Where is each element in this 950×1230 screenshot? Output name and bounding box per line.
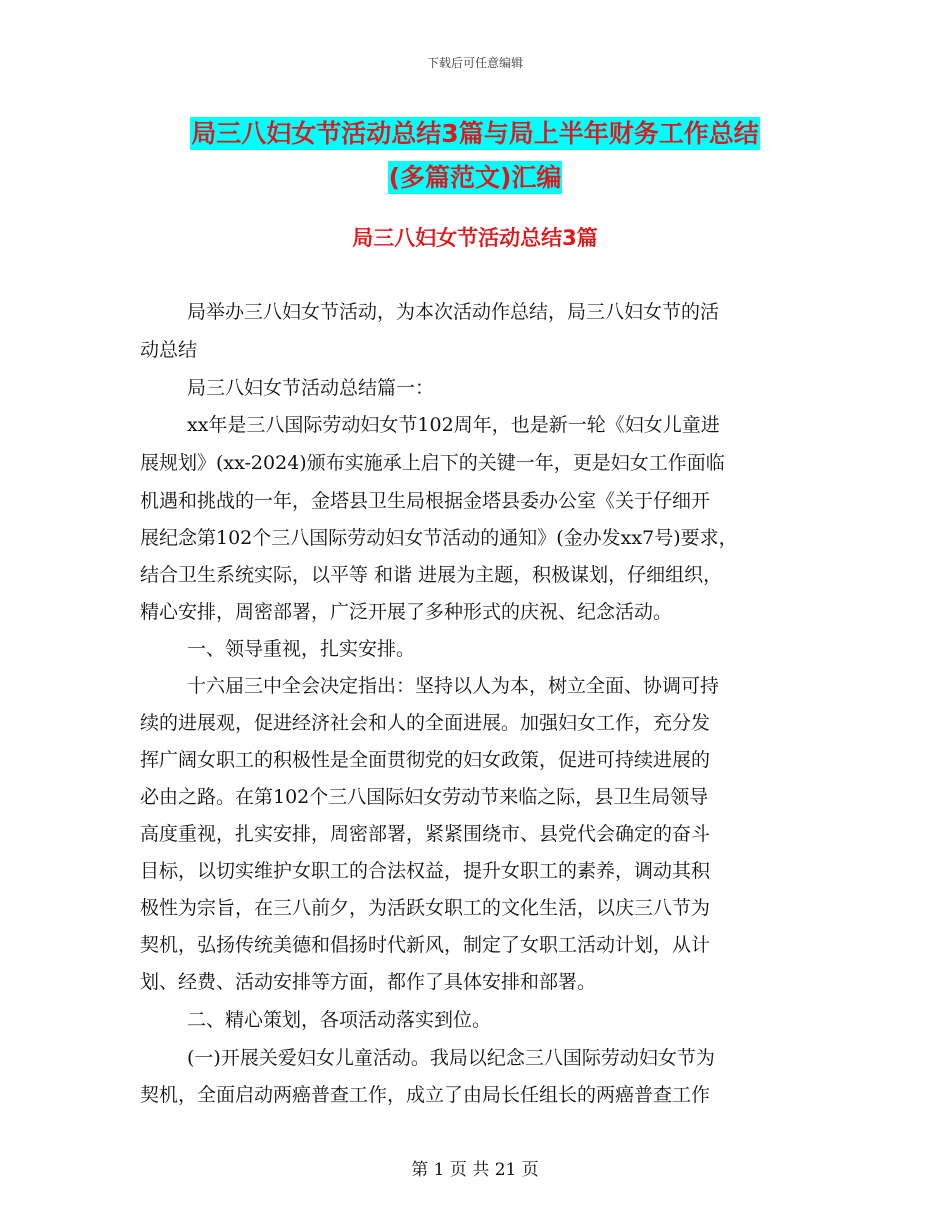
paragraph-line: 展纪念第102个三八国际劳动妇女节活动的通知》(金办发xx7号)要求，: [140, 527, 738, 549]
document-title-line-2: [150, 158, 800, 194]
paragraph-line: 局三八妇女节活动总结篇一：: [187, 377, 435, 399]
paragraph-line: 精心安排，周密部署，广泛开展了多种形式的庆祝、纪念活动。: [140, 601, 673, 623]
paragraph-line: (一)开展关爱妇女儿童活动。我局以纪念三八国际劳动妇女节为: [187, 1047, 715, 1069]
section-title: 局三八妇女节活动总结3篇: [352, 226, 598, 250]
paragraph-line: 必由之路。在第102个三八国际妇女劳动节来临之际，县卫生局领导: [140, 786, 709, 808]
paragraph-line: 动总结: [140, 339, 198, 361]
paragraph-line: 目标，以切实维护女职工的合法权益，提升女职工的素养，调动其积: [140, 860, 711, 882]
paragraph-line: 局举办三八妇女节活动，为本次活动作总结，局三八妇女节的活: [187, 301, 720, 323]
paragraph-line: 结合卫生系统实际，以平等 和谐 进展为主题，积极谋划，仔细组织，: [140, 564, 723, 586]
paragraph-line: 二、精心策划，各项活动落实到位。: [187, 1009, 492, 1031]
paragraph-line: 展规划》(xx-2024)颁布实施承上启下的关键一年，更是妇女工作面临: [140, 452, 725, 474]
paragraph-line: 契机，全面启动两癌普查工作，成立了由局长任组长的两癌普查工作: [140, 1084, 711, 1106]
paragraph-line: 挥广阔女职工的积极性是全面贯彻党的妇女政策，促进可持续进展的: [140, 749, 711, 771]
paragraph-line: 一、领导重视，扎实安排。: [187, 638, 416, 660]
paragraph-line: 高度重视，扎实安排，周密部署，紧紧围绕市、县党代会确定的奋斗: [140, 823, 711, 845]
page-header-note: 下载后可任意编辑: [426, 56, 523, 70]
paragraph-line: 十六届三中全会决定指出：坚持以人为本，树立全面、协调可持: [187, 675, 720, 697]
paragraph-line: 划、经费、活动安排等方面，都作了具体安排和部署。: [140, 971, 597, 993]
paragraph-line: xx年是三八国际劳动妇女节102周年，也是新一轮《妇女儿童进: [187, 414, 720, 436]
paragraph-line: 续的进展观，促进经济社会和人的全面进展。加强妇女工作，充分发: [140, 712, 711, 734]
paragraph-line: 机遇和挑战的一年，金塔县卫生局根据金塔县委办公室《关于仔细开: [140, 490, 711, 512]
highlighted-title-text-2: (多篇范文)汇编: [388, 163, 562, 192]
highlighted-title-text-1: 局三八妇女节活动总结3篇与局上半年财务工作总结: [191, 119, 759, 148]
document-title-line-1: [150, 114, 800, 150]
paragraph-line: 契机，弘扬传统美德和倡扬时代新风，制定了女职工活动计划，从计: [140, 934, 711, 956]
page-footer: 第 1 页 共 21 页: [411, 1160, 539, 1180]
paragraph-line: 极性为宗旨，在三八前夕，为活跃女职工的文化生活，以庆三八节为: [140, 897, 711, 919]
